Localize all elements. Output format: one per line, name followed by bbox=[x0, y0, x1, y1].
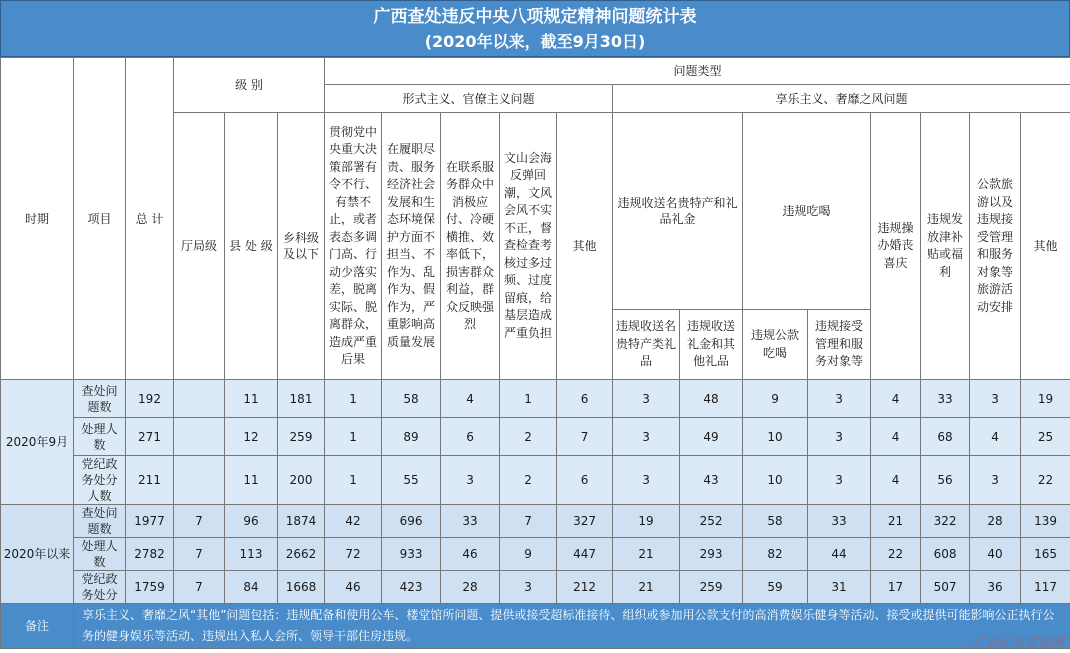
header-level: 级 别 bbox=[174, 58, 325, 113]
watermark-logo: 广西纪检监察网 bbox=[972, 636, 1064, 651]
value-cell: 212 bbox=[557, 571, 613, 604]
header-item: 项目 bbox=[74, 58, 126, 380]
value-cell: 7 bbox=[557, 418, 613, 456]
header-gifts-col: 违规收送礼金和其他礼品 bbox=[680, 310, 743, 380]
value-cell: 3 bbox=[808, 456, 871, 505]
note-label: 备注 bbox=[1, 604, 74, 649]
value-cell: 49 bbox=[680, 418, 743, 456]
value-cell: 72 bbox=[325, 538, 382, 571]
value-cell: 4 bbox=[441, 380, 500, 418]
value-cell: 9 bbox=[743, 380, 808, 418]
value-cell: 3 bbox=[613, 456, 680, 505]
table-title-bar bbox=[0, 0, 1070, 57]
value-cell: 11 bbox=[225, 380, 278, 418]
value-cell: 21 bbox=[613, 538, 680, 571]
header-formalism-col: 贯彻党中央重大决策部署有令不行、有禁不止，或者表态多调门高、行动少落实差，脱离实际、脱离群众，造成严重后果 bbox=[325, 113, 382, 380]
table-row bbox=[1, 538, 1070, 571]
value-cell: 7 bbox=[174, 538, 225, 571]
item-cell: 查处问题数 bbox=[74, 505, 126, 538]
value-cell: 1874 bbox=[278, 505, 325, 538]
value-cell: 696 bbox=[382, 505, 441, 538]
value-cell: 68 bbox=[921, 418, 970, 456]
value-cell: 33 bbox=[441, 505, 500, 538]
value-cell: 192 bbox=[126, 380, 174, 418]
value-cell: 181 bbox=[278, 380, 325, 418]
value-cell: 44 bbox=[808, 538, 871, 571]
header-gifts-group: 违规收送名贵特产和礼品礼金 bbox=[613, 113, 743, 310]
item-cell: 处理人数 bbox=[74, 418, 126, 456]
value-cell: 423 bbox=[382, 571, 441, 604]
table-row bbox=[1, 571, 1070, 604]
value-cell: 3 bbox=[613, 418, 680, 456]
table-row bbox=[1, 418, 1070, 456]
value-cell: 1977 bbox=[126, 505, 174, 538]
value-cell: 259 bbox=[278, 418, 325, 456]
table-row bbox=[1, 380, 1070, 418]
value-cell: 9 bbox=[500, 538, 557, 571]
value-cell: 25 bbox=[1021, 418, 1070, 456]
value-cell: 28 bbox=[970, 505, 1021, 538]
header-dining-group: 违规吃喝 bbox=[743, 113, 871, 310]
value-cell: 22 bbox=[1021, 456, 1070, 505]
header-level-col: 厅局级 bbox=[174, 113, 225, 380]
value-cell: 2 bbox=[500, 418, 557, 456]
value-cell: 3 bbox=[808, 380, 871, 418]
value-cell: 46 bbox=[441, 538, 500, 571]
value-cell: 42 bbox=[325, 505, 382, 538]
table-subtitle: (2020年以来，截至9月30日) bbox=[424, 32, 646, 51]
value-cell bbox=[174, 380, 225, 418]
value-cell: 6 bbox=[441, 418, 500, 456]
header-formalism-col: 在履职尽责、服务经济社会发展和生态环境保护方面不担当、不作为、乱作为、假作为，严重影响高质量发展 bbox=[382, 113, 441, 380]
value-cell: 11 bbox=[225, 456, 278, 505]
header-dining-col: 违规公款吃喝 bbox=[743, 310, 808, 380]
value-cell: 21 bbox=[613, 571, 680, 604]
value-cell: 1 bbox=[325, 456, 382, 505]
value-cell: 7 bbox=[174, 571, 225, 604]
value-cell: 33 bbox=[808, 505, 871, 538]
item-cell: 处理人数 bbox=[74, 538, 126, 571]
value-cell: 4 bbox=[871, 380, 921, 418]
value-cell: 33 bbox=[921, 380, 970, 418]
value-cell: 2782 bbox=[126, 538, 174, 571]
value-cell: 139 bbox=[1021, 505, 1070, 538]
header-period: 时期 bbox=[1, 58, 74, 380]
value-cell: 56 bbox=[921, 456, 970, 505]
value-cell: 84 bbox=[225, 571, 278, 604]
value-cell: 933 bbox=[382, 538, 441, 571]
header-gifts-col: 违规收送名贵特产类礼品 bbox=[613, 310, 680, 380]
note-row bbox=[1, 604, 1070, 649]
table-row bbox=[1, 505, 1070, 538]
value-cell: 58 bbox=[743, 505, 808, 538]
item-cell: 党纪政务处分 bbox=[74, 571, 126, 604]
value-cell: 40 bbox=[970, 538, 1021, 571]
item-cell: 查处问题数 bbox=[74, 380, 126, 418]
value-cell: 36 bbox=[970, 571, 1021, 604]
header-hedonism-col: 公款旅游以及违规接受管理和服务对象等旅游活动安排 bbox=[970, 113, 1021, 380]
value-cell: 7 bbox=[174, 505, 225, 538]
value-cell: 1 bbox=[325, 380, 382, 418]
value-cell: 322 bbox=[921, 505, 970, 538]
value-cell: 608 bbox=[921, 538, 970, 571]
header-total: 总 计 bbox=[126, 58, 174, 380]
value-cell: 21 bbox=[871, 505, 921, 538]
item-cell: 党纪政务处分人数 bbox=[74, 456, 126, 505]
value-cell: 3 bbox=[808, 418, 871, 456]
header-level-col: 乡科级及以下 bbox=[278, 113, 325, 380]
value-cell: 507 bbox=[921, 571, 970, 604]
value-cell: 165 bbox=[1021, 538, 1070, 571]
value-cell: 43 bbox=[680, 456, 743, 505]
value-cell: 46 bbox=[325, 571, 382, 604]
value-cell: 113 bbox=[225, 538, 278, 571]
value-cell: 58 bbox=[382, 380, 441, 418]
value-cell: 1 bbox=[500, 380, 557, 418]
value-cell: 12 bbox=[225, 418, 278, 456]
value-cell: 3 bbox=[613, 380, 680, 418]
header-hedonism-col: 其他 bbox=[1021, 113, 1070, 380]
header-hedonism-col: 违规发放津补贴或福利 bbox=[921, 113, 970, 380]
value-cell: 6 bbox=[557, 456, 613, 505]
value-cell: 31 bbox=[808, 571, 871, 604]
value-cell: 117 bbox=[1021, 571, 1070, 604]
value-cell: 447 bbox=[557, 538, 613, 571]
header-hedonism: 享乐主义、奢靡之风问题 bbox=[613, 85, 1070, 113]
value-cell: 6 bbox=[557, 380, 613, 418]
header-formalism-col: 文山会海反弹回潮，文风会风不实不正，督查检查考核过多过频、过度留痕，给基层造成严重负担 bbox=[500, 113, 557, 380]
value-cell: 10 bbox=[743, 418, 808, 456]
value-cell: 211 bbox=[126, 456, 174, 505]
header-level-col: 县 处 级 bbox=[225, 113, 278, 380]
value-cell: 3 bbox=[970, 456, 1021, 505]
value-cell: 200 bbox=[278, 456, 325, 505]
header-dining-col: 违规接受管理和服务对象等 bbox=[808, 310, 871, 380]
value-cell: 82 bbox=[743, 538, 808, 571]
header-hedonism-col: 违规操办婚丧喜庆 bbox=[871, 113, 921, 380]
value-cell: 28 bbox=[441, 571, 500, 604]
value-cell: 2662 bbox=[278, 538, 325, 571]
value-cell: 89 bbox=[382, 418, 441, 456]
note-text: 享乐主义、奢靡之风“其他”问题包括：违规配备和使用公车、楼堂馆所问题、提供或接受超标准接待、组织或参加用公款支付的高消费娱乐健身等活动、接受或提供可能影响公正执行公务的健身娱乐等活动、违规出入私人会所、领导干部住房违规。 bbox=[74, 604, 1070, 649]
header-formalism-col: 在联系服务群众中消极应付、冷硬横推、效率低下，损害群众利益，群众反映强烈 bbox=[441, 113, 500, 380]
value-cell: 3 bbox=[500, 571, 557, 604]
period-cell: 2020年以来 bbox=[1, 505, 74, 604]
value-cell: 3 bbox=[441, 456, 500, 505]
value-cell: 259 bbox=[680, 571, 743, 604]
value-cell: 4 bbox=[871, 418, 921, 456]
period-cell: 2020年9月 bbox=[1, 380, 74, 505]
value-cell: 271 bbox=[126, 418, 174, 456]
value-cell: 3 bbox=[970, 380, 1021, 418]
value-cell: 17 bbox=[871, 571, 921, 604]
value-cell: 96 bbox=[225, 505, 278, 538]
value-cell: 293 bbox=[680, 538, 743, 571]
value-cell: 19 bbox=[613, 505, 680, 538]
value-cell: 4 bbox=[970, 418, 1021, 456]
value-cell: 1 bbox=[325, 418, 382, 456]
value-cell: 1759 bbox=[126, 571, 174, 604]
header-problem-type: 问题类型 bbox=[325, 58, 1070, 85]
value-cell: 22 bbox=[871, 538, 921, 571]
header-formalism: 形式主义、官僚主义问题 bbox=[325, 85, 613, 113]
value-cell: 1668 bbox=[278, 571, 325, 604]
value-cell: 4 bbox=[871, 456, 921, 505]
value-cell: 252 bbox=[680, 505, 743, 538]
table-row bbox=[1, 456, 1070, 505]
value-cell: 10 bbox=[743, 456, 808, 505]
value-cell: 59 bbox=[743, 571, 808, 604]
value-cell: 48 bbox=[680, 380, 743, 418]
value-cell: 2 bbox=[500, 456, 557, 505]
value-cell bbox=[174, 456, 225, 505]
value-cell: 327 bbox=[557, 505, 613, 538]
value-cell: 19 bbox=[1021, 380, 1070, 418]
value-cell: 7 bbox=[500, 505, 557, 538]
value-cell: 55 bbox=[382, 456, 441, 505]
statistics-table bbox=[0, 57, 1070, 649]
value-cell bbox=[174, 418, 225, 456]
table-title: 广西查处违反中央八项规定精神问题统计表 bbox=[373, 7, 697, 27]
header-formalism-col: 其他 bbox=[557, 113, 613, 380]
